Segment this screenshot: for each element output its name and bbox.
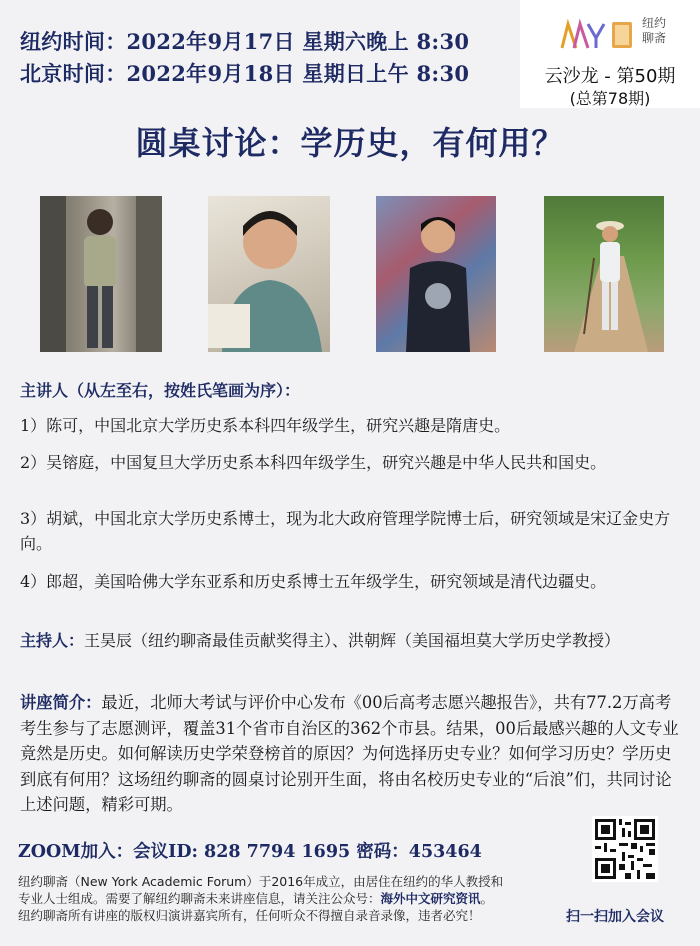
footer-notes — [18, 873, 558, 924]
speaker-item-1: 1）陈可，中国北京大学历史系本科四年级学生，研究兴趣是隋唐史。 — [20, 416, 511, 435]
wechat-account-name: 海外中文研究资讯 — [380, 891, 481, 906]
footer-line-2 — [18, 890, 558, 907]
salon-issue: 云沙龙 - 第50期 — [544, 66, 676, 87]
scan-to-join-label: 扫一扫加入会议 — [566, 909, 664, 925]
speaker-photo-4 — [544, 196, 664, 352]
footer-line-3: 纽约聊斋所有讲座的版权归演讲嘉宾所有，任何听众不得擅自录音录像，违者必究！ — [18, 908, 481, 923]
logo-name-line2: 聊斋 — [642, 31, 667, 45]
host-text: 王昊辰（纽约聊斋最佳贡献奖得主）、洪朝辉（美国福坦莫大学历史学教授） — [84, 631, 621, 650]
logo-name — [642, 16, 666, 46]
qr-code-icon — [592, 816, 658, 882]
person-photo-icon — [208, 196, 330, 352]
qr-code[interactable] — [592, 816, 658, 882]
speaker-item-2: 2）吴镕庭，中国复旦大学历史系本科四年级学生，研究兴趣是中华人民共和国史。 — [20, 453, 607, 472]
intro-text: 最近，北师大考试与评价中心发布《00后高考志愿兴趣报告》，共有77.2万高考考生参与了志愿测评，覆盖31个省市自治区的362个市县。结果，00后最感兴趣的人文专业竟然是历史。如何解读历史学荣登榜首的原因？为何选择历史专业？如何学习历史？学历史到底有何用？这场纽约聊斋的圆桌讨论别开生面，将由名校历史专业的“后浪”们，共同讨论上述问题，精彩可期。 — [20, 693, 679, 814]
person-photo-icon — [40, 196, 162, 352]
lecture-intro — [20, 690, 680, 818]
speaker-item-3: 3）胡斌，中国北京大学历史系博士，现为北大政府管理学院博士后，研究领域是宋辽金史方向。 — [20, 509, 671, 553]
logo-panel — [520, 0, 700, 108]
zoom-meeting-info[interactable]: ZOOM加入：会议ID: 828 7794 1695 密码：453464 — [18, 842, 482, 862]
footer-line-2-text: 专业人士组成。需要了解纽约聊斋未来讲座信息，请关注公众号： — [18, 891, 381, 906]
speaker-photo-2 — [208, 196, 330, 352]
speakers-heading: 主讲人（从左至右，按姓氏笔画为序）： — [20, 381, 301, 400]
ny-logo — [558, 14, 688, 54]
ny-logo-icon — [558, 18, 638, 52]
footer-line-1: 纽约聊斋（New York Academic Forum）于2016年成立，由居住在纽约的华人教授和 — [18, 874, 504, 889]
beijing-time: 北京时间：2022年9月18日 星期日上午 8:30 — [20, 61, 470, 86]
speaker-item-4: 4）郎超，美国哈佛大学东亚系和历史系博士五年级学生，研究领域是清代边疆史。 — [20, 572, 607, 591]
person-photo-icon — [544, 196, 664, 352]
host-label: 主持人： — [20, 631, 85, 650]
host-info — [20, 628, 680, 653]
footer-line-2-end: 。 — [480, 891, 494, 906]
logo-name-line1: 纽约 — [642, 16, 667, 30]
speaker-photo-1 — [40, 196, 162, 352]
intro-label: 讲座简介： — [20, 693, 102, 712]
salon-total-issue: (总第78期) — [569, 89, 651, 108]
speaker-photo-3 — [376, 196, 496, 352]
person-photo-icon — [376, 196, 496, 352]
event-title: 圆桌讨论：学历史，有何用？ — [135, 124, 565, 162]
ny-time: 纽约时间：2022年9月17日 星期六晚上 8:30 — [20, 29, 470, 54]
